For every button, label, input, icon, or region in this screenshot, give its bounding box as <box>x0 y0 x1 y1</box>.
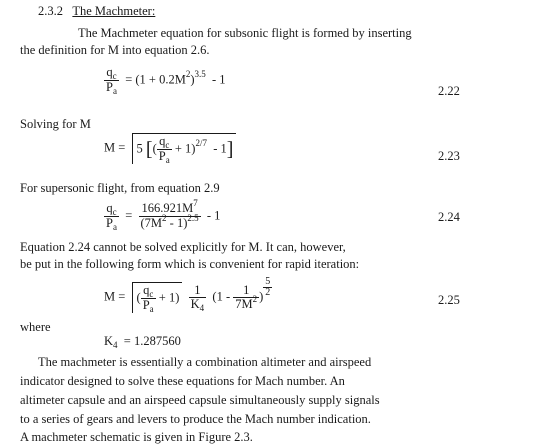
equation-label-2-22: 2.22 <box>438 84 460 98</box>
intro-line-1: The Machmeter equation for subsonic flight is formed by inserting <box>78 26 412 40</box>
section-heading <box>38 4 155 19</box>
sqrt-sign: ( $\frac{q_c}{P_a}$ + 1) <box>132 282 183 313</box>
cannot-line-1: Equation 2.24 cannot be solved explicitly for M. It can, however, <box>20 240 346 254</box>
equation-2-23: M = 5 [( $\frac{q_c}{P_a}$ + 1)$^{2/7}$ - 1] <box>104 133 236 164</box>
solving-text: Solving for M <box>20 117 91 131</box>
sqrt-sign: 5 [( $\frac{q_c}{P_a}$ + 1)$^{2/7}$ - 1] <box>132 133 237 164</box>
section-number: 2.3.2 <box>38 4 63 18</box>
equation-label-2-24: 2.24 <box>438 210 460 224</box>
intro-line-2: the definition for M into equation 2.6. <box>20 43 210 57</box>
k4-definition: $K_4 = 1.287560$ <box>104 334 181 350</box>
closing-line-5: A machmeter schematic is given in Figure 2.3. <box>20 430 253 444</box>
closing-line-4: to a series of gears and levers to produce the Mach number indication. <box>20 412 371 426</box>
equation-label-2-25: 2.25 <box>438 293 460 307</box>
qc-over-pa: $\frac{q_c}{P_a}$ <box>106 65 117 96</box>
closing-line-1: The machmeter is essentially a combination altimeter and airspeed <box>38 355 372 369</box>
closing-line-3: altimeter capsule and an airspeed capsule simultaneously supply signals <box>20 393 380 407</box>
cannot-line-2: be put in the following form which is convenient for rapid iteration: <box>20 257 360 271</box>
section-title: The Machmeter: <box>72 4 156 18</box>
equation-2-22: $\frac{q_c}{P_a}$ = $(1 + 0.2M^2)^{3.5} - 1$ <box>106 65 226 96</box>
equation-2-25: M = ( $\frac{q_c}{P_a}$ + 1) $\frac{1}{K_4}$ (1 - $\frac{1}{7M^2}$ ) $\frac{5}{2}$ <box>104 276 271 314</box>
supersonic-text: For supersonic flight, from equation 2.9 <box>20 181 220 195</box>
where-text: where <box>20 320 51 334</box>
equation-label-2-23: 2.23 <box>438 149 460 163</box>
equation-2-24: $\frac{q_c}{P_a}$ = $\frac{166.921M^7}{(7M^2 - 1)^{2.5}}$ - 1 <box>106 198 221 232</box>
closing-line-2: indicator designed to solve these equations for Mach number. An <box>20 374 345 388</box>
